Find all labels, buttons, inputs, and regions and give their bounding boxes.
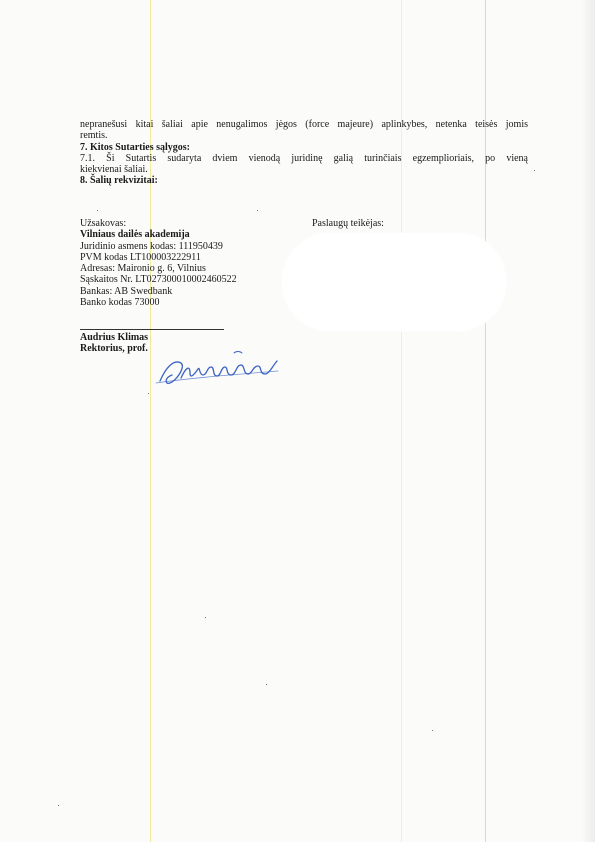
redaction-blob bbox=[282, 233, 506, 331]
scan-speck bbox=[257, 210, 258, 211]
provider-label: Paslaugų teikėjas: bbox=[312, 218, 384, 229]
signatory-block bbox=[80, 332, 148, 355]
customer-bank: Bankas: AB Swedbank bbox=[80, 285, 173, 297]
scan-speck bbox=[534, 170, 535, 171]
customer-account: Sąskaitos Nr. LT027300010002460522 bbox=[80, 274, 237, 286]
customer-address: Adresas: Maironio g. 6, Vilnius bbox=[80, 263, 206, 275]
contract-body bbox=[80, 119, 528, 187]
clause-7-1-line-1: 7.1. Ši Sutartis sudaryta dviem vienodą juridinę galią turinčiais egzemplioriais, po vieną bbox=[80, 152, 528, 164]
customer-bank-code: Banko kodas 73000 bbox=[80, 297, 160, 309]
scan-speck bbox=[266, 684, 267, 685]
scan-speck bbox=[148, 393, 149, 394]
scan-speck bbox=[432, 730, 433, 731]
customer-legal-code: Juridinio asmens kodas: 111950439 bbox=[80, 240, 223, 252]
scan-speck bbox=[205, 617, 206, 618]
force-majeure-line-2: remtis. bbox=[80, 130, 108, 142]
scan-speck bbox=[97, 210, 98, 211]
section-8-heading: 8. Šalių rekvizitai: bbox=[80, 175, 158, 187]
scan-edge-shadow bbox=[581, 0, 595, 842]
customer-details bbox=[80, 218, 300, 308]
customer-label: Užsakovas: bbox=[80, 218, 127, 229]
clause-7-1-line-2: kiekvienai šaliai. bbox=[80, 164, 148, 176]
section-7-heading: 7. Kitos Sutarties sąlygos: bbox=[80, 141, 190, 153]
signature-line bbox=[80, 329, 224, 330]
customer-name: Vilniaus dailės akademija bbox=[80, 229, 190, 241]
signatory-title: Rektorius, prof. bbox=[80, 343, 148, 355]
customer-vat-code: PVM kodas LT100003222911 bbox=[80, 251, 201, 263]
handwritten-signature bbox=[150, 345, 285, 390]
force-majeure-line-1: nepranešusi kitai šaliai apie nenugalimos jėgos (force majeure) aplinkybes, netenka teisės jomis bbox=[80, 119, 528, 130]
signatory-name: Audrius Klimas bbox=[80, 332, 149, 343]
scan-speck bbox=[58, 805, 59, 806]
